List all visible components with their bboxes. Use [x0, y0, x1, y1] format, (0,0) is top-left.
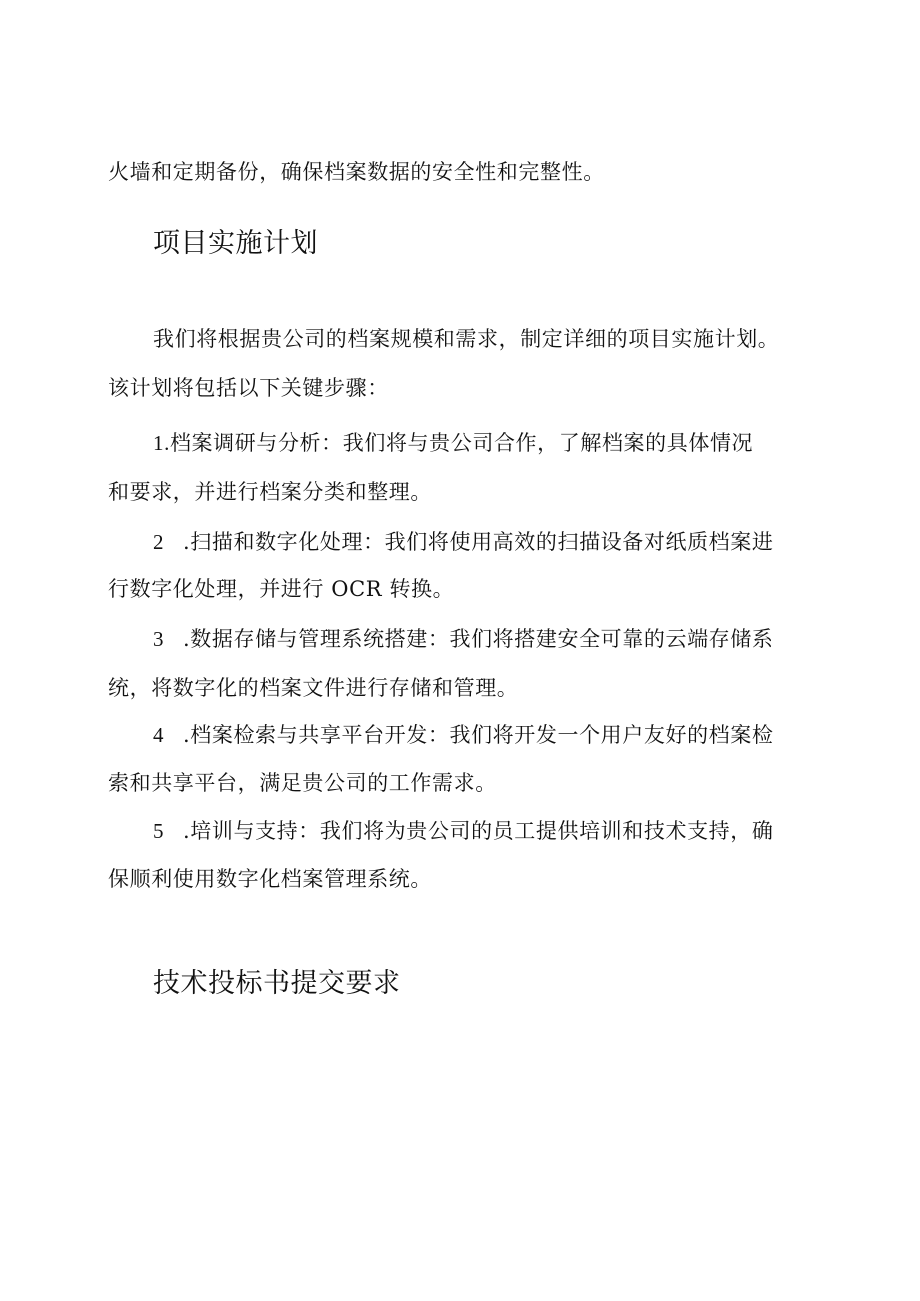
list-item-step-5-continuation: 保顺利使用数字化档案管理系统。 [108, 867, 432, 891]
list-item-step-5 [153, 816, 773, 846]
step-number: 5 [153, 819, 165, 843]
step-text: .档案检索与共享平台开发：我们将开发一个用户友好的档案检 [183, 723, 774, 747]
step-number: 1. [153, 431, 170, 455]
section-heading-submission-requirements: 技术投标书提交要求 [153, 968, 401, 999]
list-item-step-1-continuation: 和要求，并进行档案分类和整理。 [108, 480, 432, 504]
list-item-step-3 [153, 624, 773, 654]
list-item-step-4-continuation: 索和共享平台，满足贵公司的工作需求。 [108, 771, 497, 795]
step-number: 4 [153, 723, 165, 747]
step-text: 档案调研与分析：我们将与贵公司合作，了解档案的具体情况 [169, 431, 754, 455]
list-item-step-1 [153, 428, 753, 458]
step-text: .数据存储与管理系统搭建：我们将搭建安全可靠的云端存储系 [183, 627, 774, 651]
step-number: 2 [153, 530, 165, 554]
list-item-step-2-continuation: 行数字化处理，并进行 OCR 转换。 [108, 577, 455, 601]
list-item-step-4 [153, 720, 773, 750]
list-item-step-3-continuation: 统，将数字化的档案文件进行存储和管理。 [108, 676, 519, 700]
section-heading-implementation-plan: 项目实施计划 [153, 228, 318, 259]
step-number: 3 [153, 627, 165, 651]
intro-paragraph-line-2: 该计划将包括以下关键步骤： [108, 376, 389, 400]
continuation-paragraph: 火墙和定期备份，确保档案数据的安全性和完整性。 [108, 160, 605, 184]
intro-paragraph-line-1: 我们将根据贵公司的档案规模和需求，制定详细的项目实施计划。 [153, 327, 780, 351]
list-item-step-2 [153, 527, 773, 557]
step-text: .扫描和数字化处理：我们将使用高效的扫描设备对纸质档案进 [183, 530, 774, 554]
step-text: .培训与支持：我们将为贵公司的员工提供培训和技术支持，确 [183, 819, 774, 843]
